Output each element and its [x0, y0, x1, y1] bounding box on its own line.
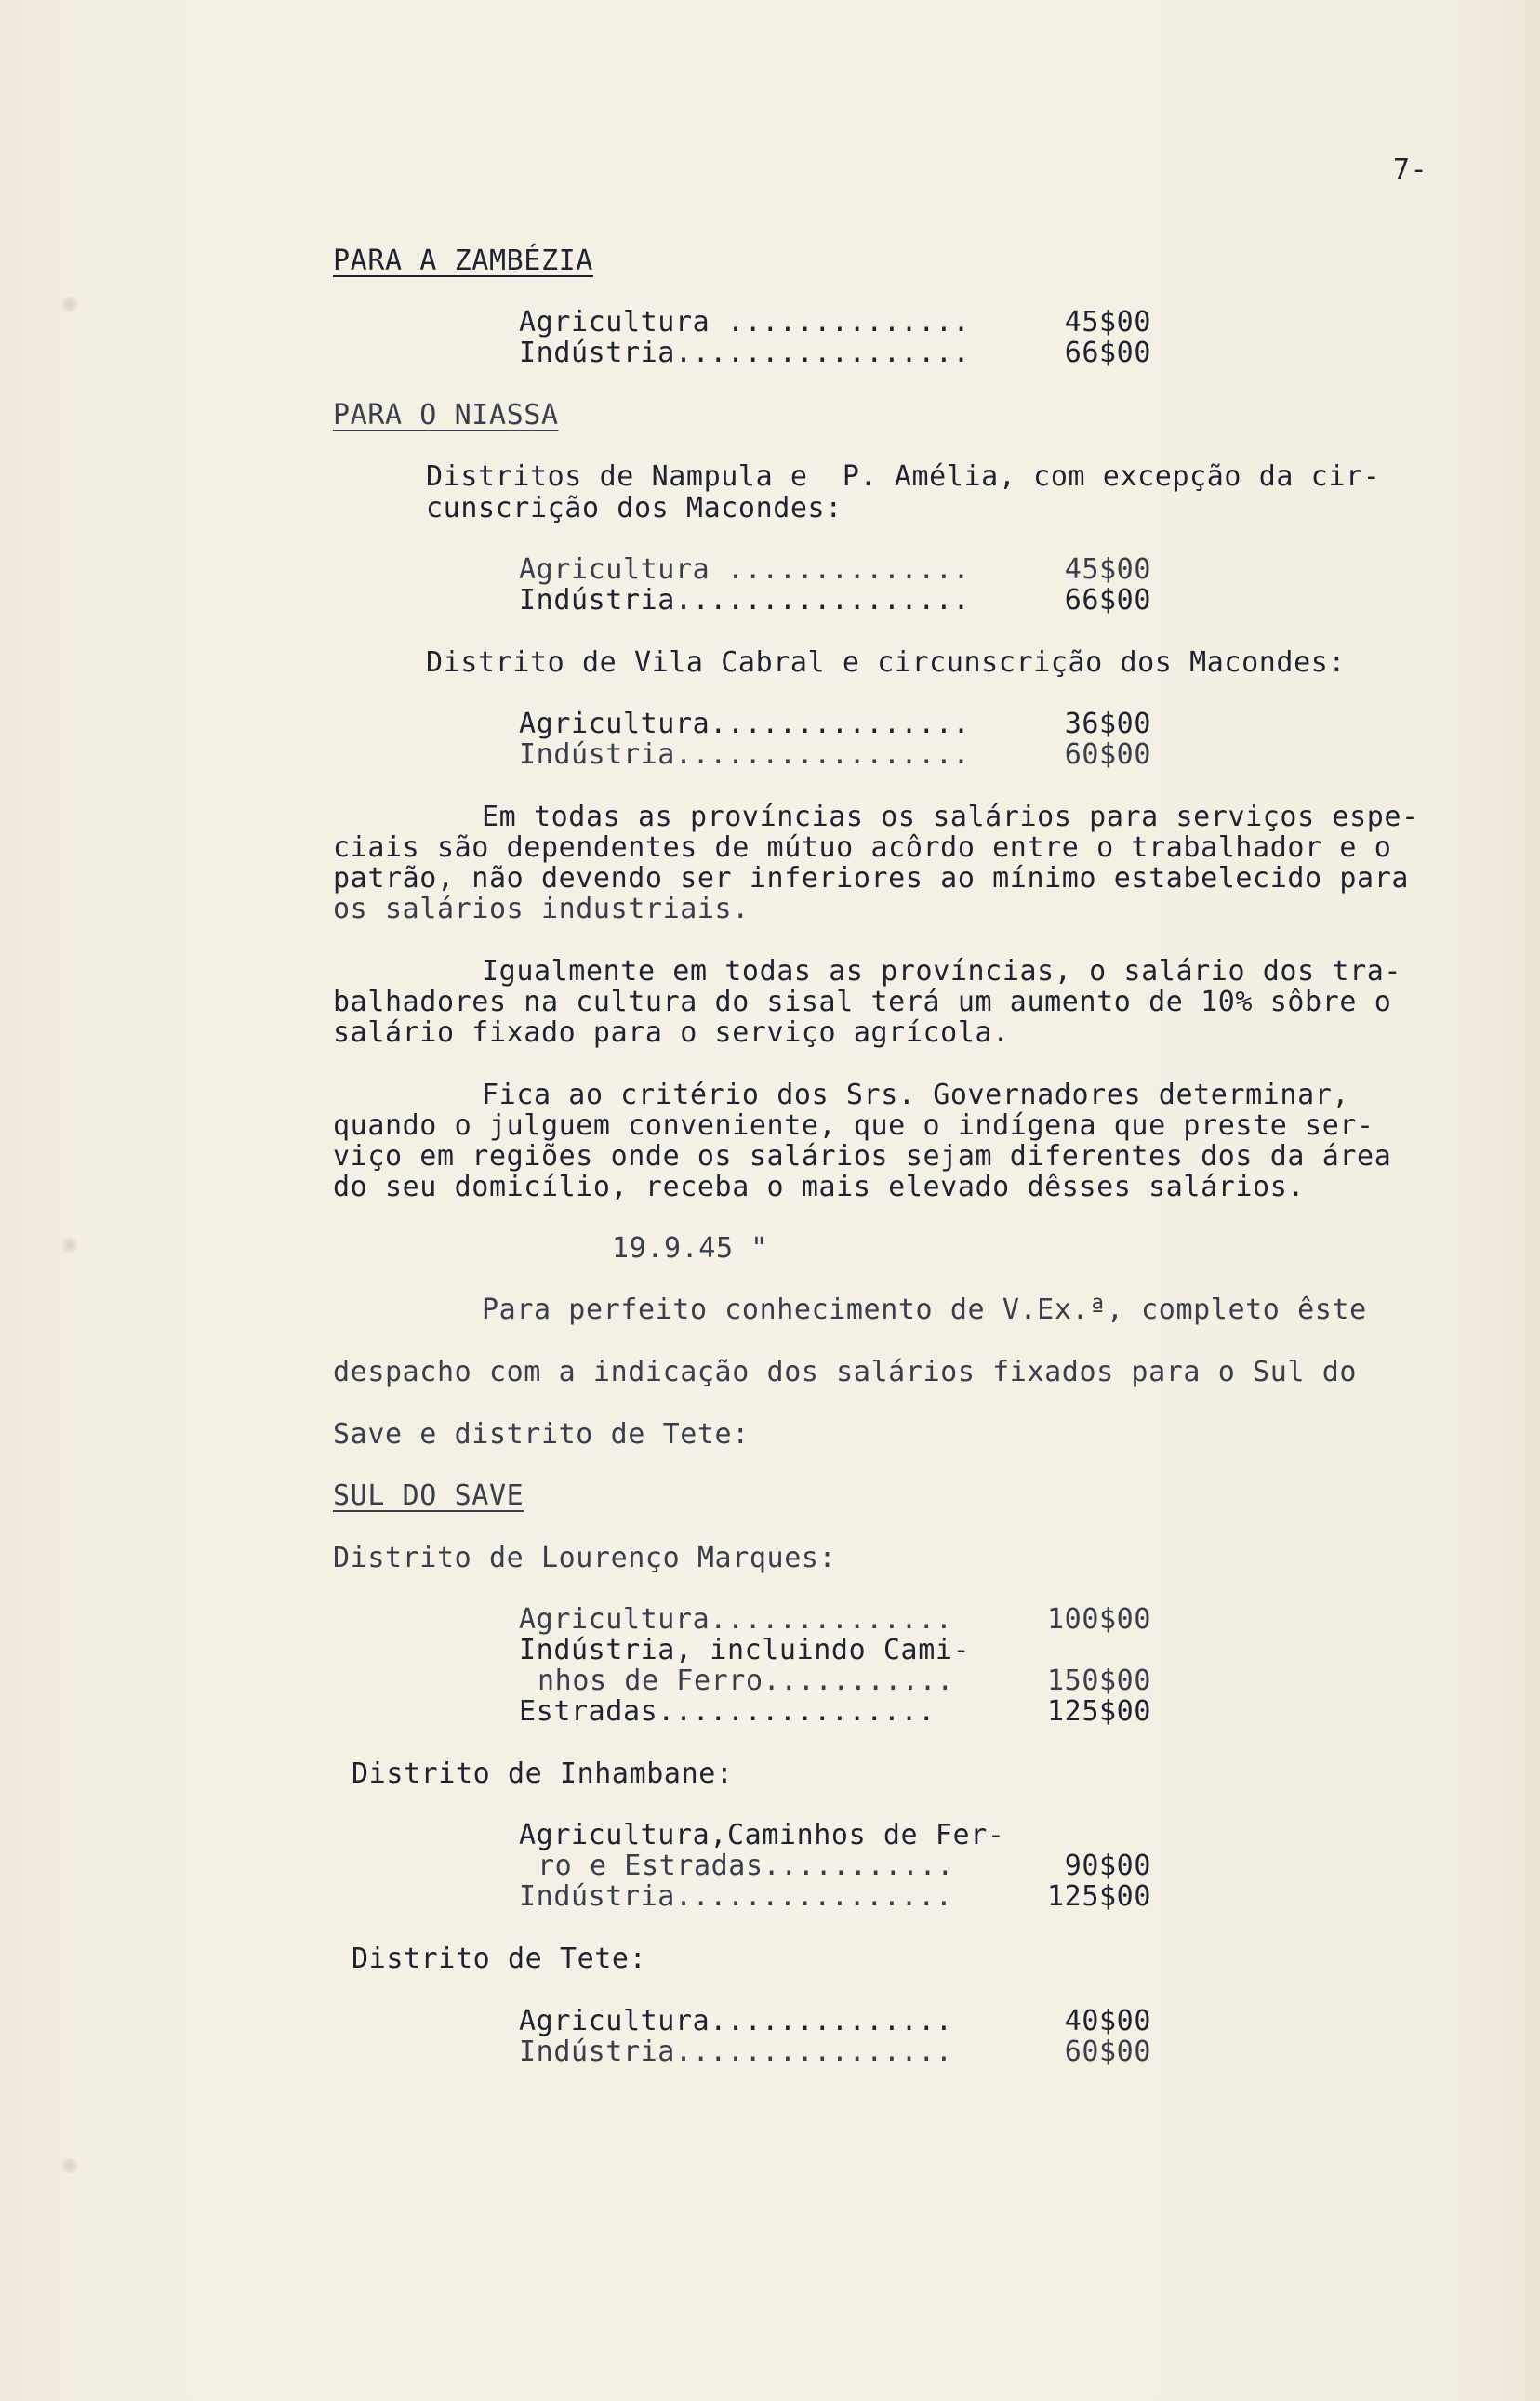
salary-label: Indústria................ [519, 2036, 953, 2068]
paragraph-line: viço em regiões onde os salários sejam diferentes dos da área [333, 1140, 1392, 1173]
salary-label: Indústria................ [519, 1880, 953, 1913]
salary-label: Agricultura,Caminhos de Fer- [519, 1819, 1005, 1851]
paragraph-line: balhadores na cultura do sisal terá um aumento de 10% sôbre o [333, 986, 1392, 1018]
niassa-row-amount: 36$00 [1064, 708, 1151, 740]
paragraph-line: salário fixado para o serviço agrícola. [333, 1016, 1010, 1049]
salary-amount: 100$00 [1047, 1603, 1151, 1636]
salary-label: nhos de Ferro........... [538, 1665, 954, 1697]
salary-label: Agricultura.............. [519, 1603, 953, 1636]
paragraph-line: Fica ao critério dos Srs. Governadores determinar, [482, 1079, 1350, 1111]
niassa-district2: Distrito de Vila Cabral e circunscrição dos Macondes: [426, 646, 1347, 679]
paragraph-line: despacho com a indicação dos salários fixados para o Sul do [333, 1356, 1358, 1388]
niassa-row-label: Agricultura............... [519, 708, 971, 740]
salary-amount: 125$00 [1047, 1880, 1151, 1913]
niassa-row-amount: 60$00 [1064, 738, 1151, 771]
salary-amount: 150$00 [1047, 1665, 1151, 1697]
heading-zambezia: PARA A ZAMBÉZIA [333, 245, 593, 277]
salary-amount: 40$00 [1064, 2005, 1151, 2037]
district-title: Distrito de Inhambane: [352, 1758, 734, 1790]
zambezia-row-label: Agricultura .............. [519, 306, 971, 338]
district-title: Distrito de Tete: [352, 1943, 647, 1975]
salary-amount: 60$00 [1064, 2036, 1151, 2068]
paragraph-line: do seu domicílio, receba o mais elevado dêsses salários. [333, 1171, 1306, 1203]
binder-hole-mark [61, 1237, 78, 1254]
zambezia-row-amount: 66$00 [1064, 337, 1151, 369]
paragraph-line: Save e distrito de Tete: [333, 1418, 750, 1451]
page-number: 7- [1393, 153, 1428, 186]
salary-label: Estradas................ [519, 1695, 936, 1728]
paragraph-line: Igualmente em todas as províncias, o salário dos tra- [482, 955, 1402, 988]
zambezia-row-label: Indústria................. [519, 337, 971, 369]
niassa-row-label: Indústria................. [519, 584, 971, 617]
salary-label: ro e Estradas........... [538, 1850, 954, 1882]
binder-hole-mark [61, 296, 78, 312]
paragraph-line: patrão, não devendo ser inferiores ao mínimo estabelecido para [333, 862, 1410, 895]
district-title: Distrito de Lourenço Marques: [333, 1542, 837, 1574]
binder-hole-mark [61, 2157, 78, 2174]
zambezia-row-amount: 45$00 [1064, 306, 1151, 338]
heading-sul-do-save: SUL DO SAVE [333, 1479, 524, 1512]
niassa-row-label: Indústria................. [519, 738, 971, 771]
paragraph-line: Em todas as províncias os salários para serviços espe- [482, 801, 1419, 833]
niassa-district-line: Distritos de Nampula e P. Amélia, com excepção da cir- [426, 460, 1381, 493]
heading-niassa: PARA O NIASSA [333, 399, 559, 431]
paragraph-line: os salários industriais. [333, 893, 750, 925]
salary-label: Indústria, incluindo Cami- [519, 1634, 971, 1666]
paragraph-line: ciais são dependentes de mútuo acôrdo entre o trabalhador e o [333, 831, 1392, 864]
date-line: 19.9.45 " [612, 1232, 768, 1265]
niassa-district-line: cunscrição dos Macondes: [426, 492, 843, 524]
niassa-row-label: Agricultura .............. [519, 553, 971, 586]
salary-label: Agricultura.............. [519, 2005, 953, 2037]
paragraph-line: quando o julguem conveniente, que o indígena que preste ser- [333, 1109, 1374, 1142]
salary-amount: 90$00 [1064, 1850, 1151, 1882]
niassa-row-amount: 66$00 [1064, 584, 1151, 617]
niassa-row-amount: 45$00 [1064, 553, 1151, 586]
paragraph-line: Para perfeito conhecimento de V.Ex.ª, completo êste [482, 1293, 1367, 1326]
salary-amount: 125$00 [1047, 1695, 1151, 1728]
